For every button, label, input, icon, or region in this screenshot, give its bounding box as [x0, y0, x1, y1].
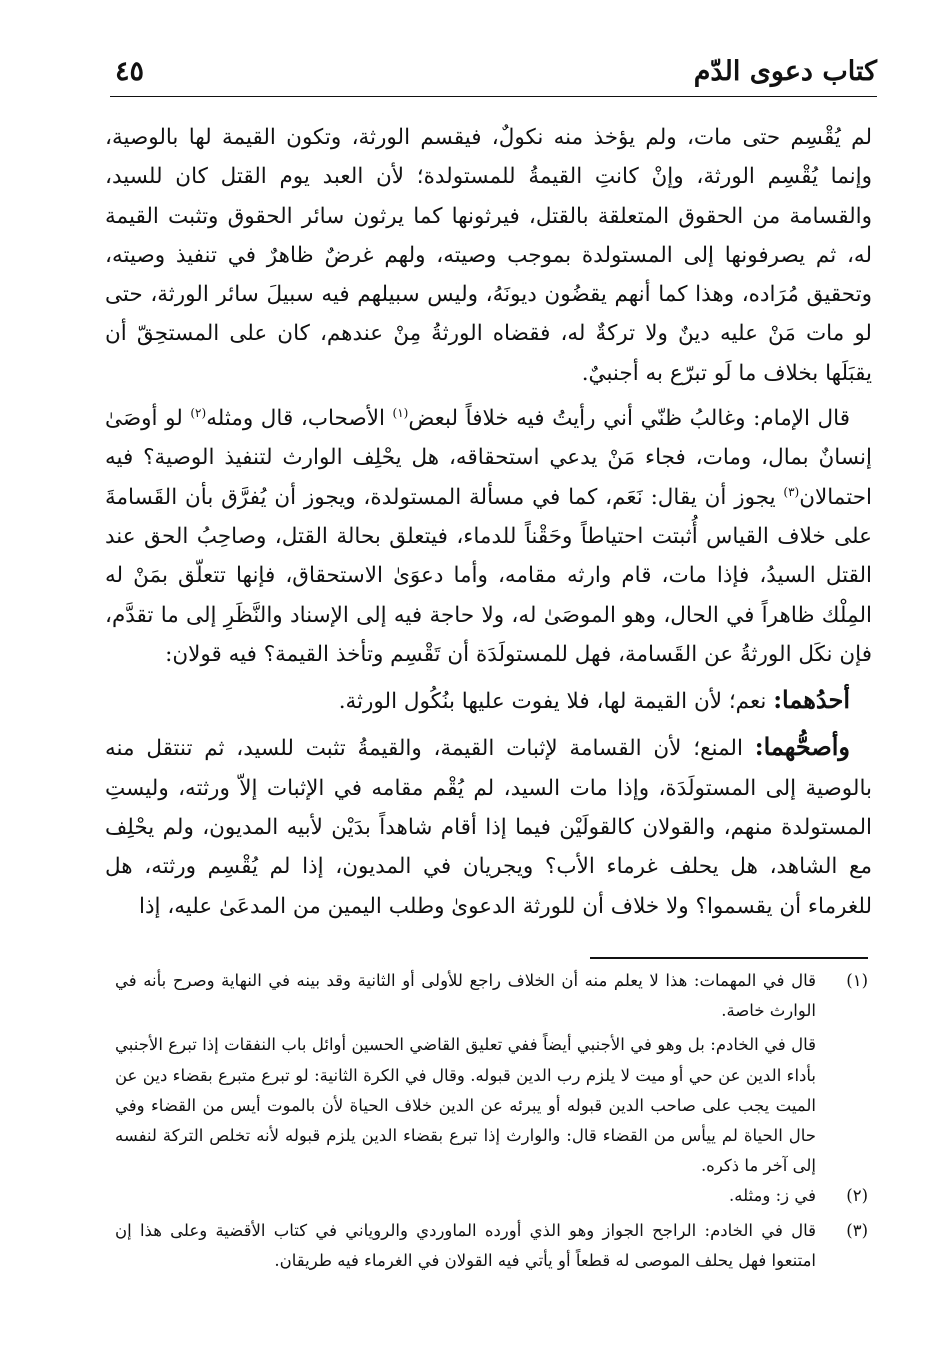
chapter-title: كتاب دعوى الدّم [693, 56, 877, 87]
first-opinion-label: أحدُهما: [773, 685, 850, 715]
footnote-ref-1[interactable]: (١) [392, 405, 409, 420]
footnote-number: (٢) [846, 1186, 868, 1206]
footnote-2 [115, 1181, 868, 1211]
footnote-ref-3[interactable]: (٣) [783, 484, 800, 499]
footnotes [115, 966, 868, 1276]
preferred-opinion-label: وأصحُّهما: [754, 732, 850, 762]
footnote-divider [590, 957, 868, 959]
page-number: ٤٥ [115, 56, 145, 87]
footnote-number: (١) [846, 971, 868, 990]
paragraph-3: أحدُهما: نعم؛ لأن القيمة لها، فلا يفوت عليها بنُكُول الورثة. [338, 685, 850, 715]
footnote-3 [115, 1216, 868, 1276]
footnote-1-continuation: قال في الخادم: بل وهو في الأجنبي أيضاً ففي تعليق القاضي الحسين أوائل باب النفقات إذا تبرع الأجنبي بأداء الدين عن حي أو ميت لا يلزم رب الدين قبوله. وقال في الكرة الثانية: لو تبرع متبرع بقضاء دين عن الميت يجب على صاحب الدين قبوله أو يبرئه عن الدين خلاف الحياة لأن بالموت أيس من القضاء وفي حال الحياة لم ييأس من القضاء قال: والوارث إذا تبرع بقضاء الدين يلزم قبوله لأنه تخلص التركة لنفسه إلى آخر ما ذكره. [115, 1035, 816, 1176]
footnote-text: في ز: ومثله. [729, 1186, 816, 1206]
footnote-text: قال في الخادم: الراجح الجواز وهو الذي أورده الماوردي والروياني في كتاب الأقضية وعلى هذا إن امتنعوا فهل يحلف الموصى له قطعاً أو يأتي فيه القولان في الغرماء فيه طريقان. [115, 1220, 816, 1270]
running-header [115, 52, 877, 92]
main-text [105, 118, 872, 926]
footnote-1 [115, 966, 868, 1026]
paragraph-2: قال الإمام: وغالبُ ظنّي أني رأيتُ فيه خلافاً لبعض$^{(١)}$ الأصحاب، قال ومثله$^{(٢)}$ لو أوصَىٰ إنسانٌ بمال، ومات، فجاء مَنْ يدعي استحقاقه، هل يحْلِف الوارث لتنفيذ الوصية؟ فيه احتمالان$^{(٣)}$ يجوز أن يقال: نَعَم، كما في مسألة المستولدة، ويجوز أن يُفرَّق بأن القَسامةَ على خلاف القياس أُثبتت احتياطاً وحَقْناً للدماء، فيتعلق بحالة القتل، وصاحِبُ الحق عند القتل السيدُ، فإذا مات، قام وارثه مقامه، وأما دعوَىٰ الاستحقاق، فإنها تتعلّق بمَنْ له المِلْك ظاهراً في الحال، وهو الموصَىٰ له، ولا حاجة فيه إلى الإسناد والنَّظَرِ إلى ما تقدَّم، فإن نكَل الورثةُ عن القَسامة، فهل للمستولَدَة أن تَقْسِم وتأخذ القيمة؟ فيه قولان: [105, 405, 872, 667]
footnote-ref-2[interactable]: (٢) [190, 405, 207, 420]
paragraph-4: وأصحُّهما: المنع؛ لأن القسامة لإثبات القيمة، والقيمةُ تثبت للسيد، ثم تنتقل منه بالوصية إلى المستولَدَة، وإذا مات السيد، لم يُقْم مقامه في الإثبات إلاّ ورثته، وليستِ المستولدة منهم، والقولان كالقولَيْن فيما إذا أقام شاهداً بدَيْن لأبيه المديون، ولم يحْلِف مع الشاهد، هل يحلف غرماء الأب؟ ويجريان في المديون، إذا لم يُقْسِم ورثته، هل للغرماء أن يقسموا؟ ولا خلاف أن للورثة الدعوىٰ وطلب اليمين من المدعَىٰ عليه، إذا [105, 732, 872, 919]
footnote-text: قال في المهمات: هذا لا يعلم منه أن الخلاف راجع للأولى أو الثانية وقد بينه في النهاية وصرح بأنه في الوارث خاصة. [115, 971, 816, 1021]
footnote-number: (٣) [846, 1220, 868, 1240]
paragraph-1: لم يُقْسِم حتى مات، ولم يؤخذ منه نكولٌ، فيقسم الورثة، وتكون القيمة لها بالوصية، وإنما يُقْسِم الورثة، وإنْ كانتِ القيمةُ للمستولدة؛ لأن العبد يوم القتل كان للسيد، والقسامة من الحقوق المتعلقة بالقتل، فيرثونها كما يرثون سائر الحقوق وتثبت القيمة له، ثم يصرفونها إلى المستولدة بموجب وصيته، ولهم غرضٌ ظاهرٌ في تنفيذ وصيته، وتحقيق مُرَاده، وهذا كما أنهم يقضُون ديونَهُ، وليس سبيلهم فيه سبيلَ سائر الورثة، حتى لو مات مَنْ عليه دينٌ ولا تركةٌ له، فقضاه الورثةُ مِنْ عندهم، كان على المستحِقّ أن يقبَلَها بخلاف ما لَو تبرّع به أجنبيٌ. [105, 125, 872, 386]
header-divider [110, 96, 877, 97]
